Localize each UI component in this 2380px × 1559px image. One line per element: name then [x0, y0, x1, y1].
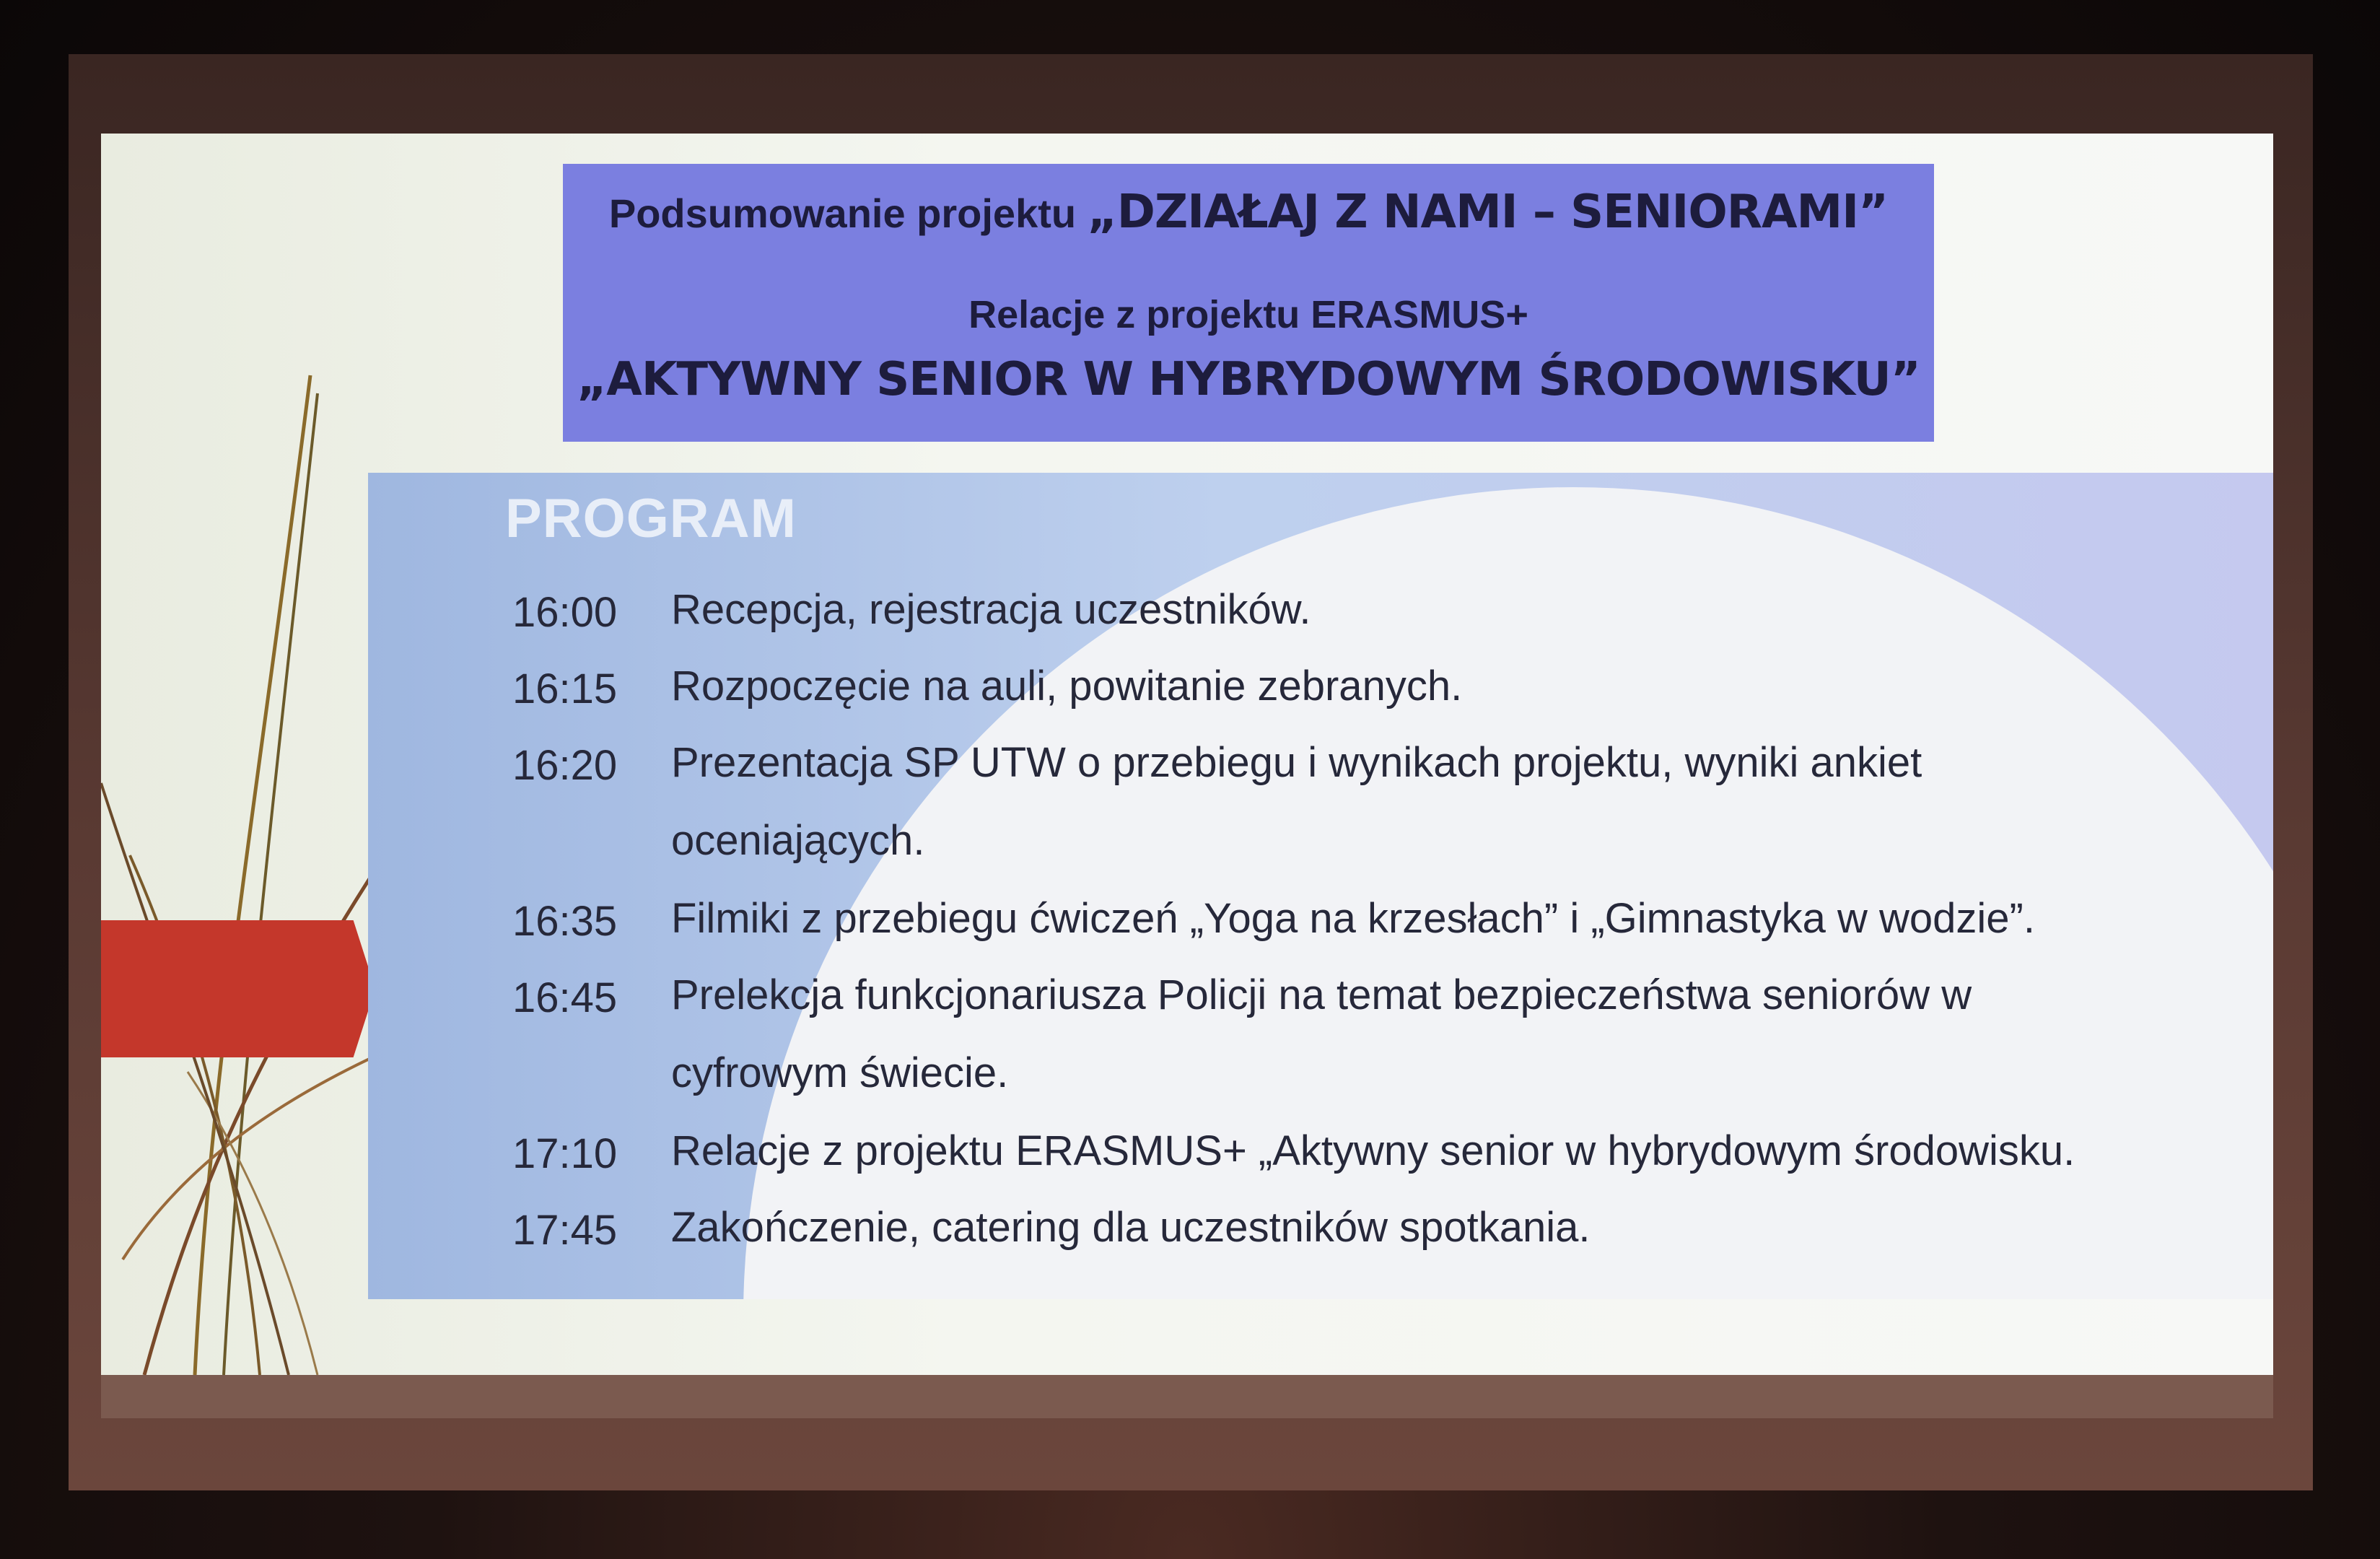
agenda-text: Recepcja, rejestracja uczestników. [671, 586, 1311, 633]
agenda-time: 16:45 [512, 974, 618, 1021]
agenda-time: 16:20 [512, 742, 618, 789]
agenda-list [368, 473, 2273, 1299]
agenda-time: 16:35 [512, 898, 618, 945]
screen-bottom-edge [101, 1375, 2273, 1418]
agenda-text: Zakończenie, catering dla uczestników spotkania. [671, 1204, 1591, 1251]
agenda-time: 16:15 [512, 665, 618, 712]
subtitle-line: Relacje z projektu ERASMUS+ [968, 293, 1528, 336]
agenda-time: 17:45 [512, 1207, 618, 1254]
agenda-text: Prezentacja SP UTW o przebiegu i wynikach projektu, wyniki ankiet oceniających. [671, 739, 1922, 864]
program-heading: PROGRAM [505, 488, 797, 549]
title-banner [563, 164, 1934, 442]
red-accent-tab [101, 920, 375, 1057]
agenda-text: Filmiki z przebiegu ćwiczeń „Yoga na krzesłach” i „Gimnastyka w wodzie”. [671, 895, 2035, 942]
agenda-text: Rozpoczęcie na auli, powitanie zebranych. [671, 663, 1463, 709]
agenda-time: 16:00 [512, 589, 618, 636]
slide [101, 134, 2273, 1375]
title-prefix: Podsumowanie projektu [608, 191, 1077, 236]
program-panel [368, 473, 2273, 1299]
agenda-text: Prelekcja funkcjonariusza Policji na temat bezpieczeństwa seniorów w cyfrowym świecie. [671, 971, 1972, 1096]
erasmus-project-name: „AKTYWNY SENIOR W HYBRYDOWYM ŚRODOWISKU” [577, 353, 1920, 406]
title-line-1 [563, 185, 1934, 239]
agenda-text: Relacje z projektu ERASMUS+ „Aktywny senior w hybrydowym środowisku. [671, 1127, 2075, 1174]
agenda-time: 17:10 [512, 1130, 618, 1177]
project-name: „DZIAŁAJ Z NAMI – SENIORAMI” [1087, 185, 1889, 239]
